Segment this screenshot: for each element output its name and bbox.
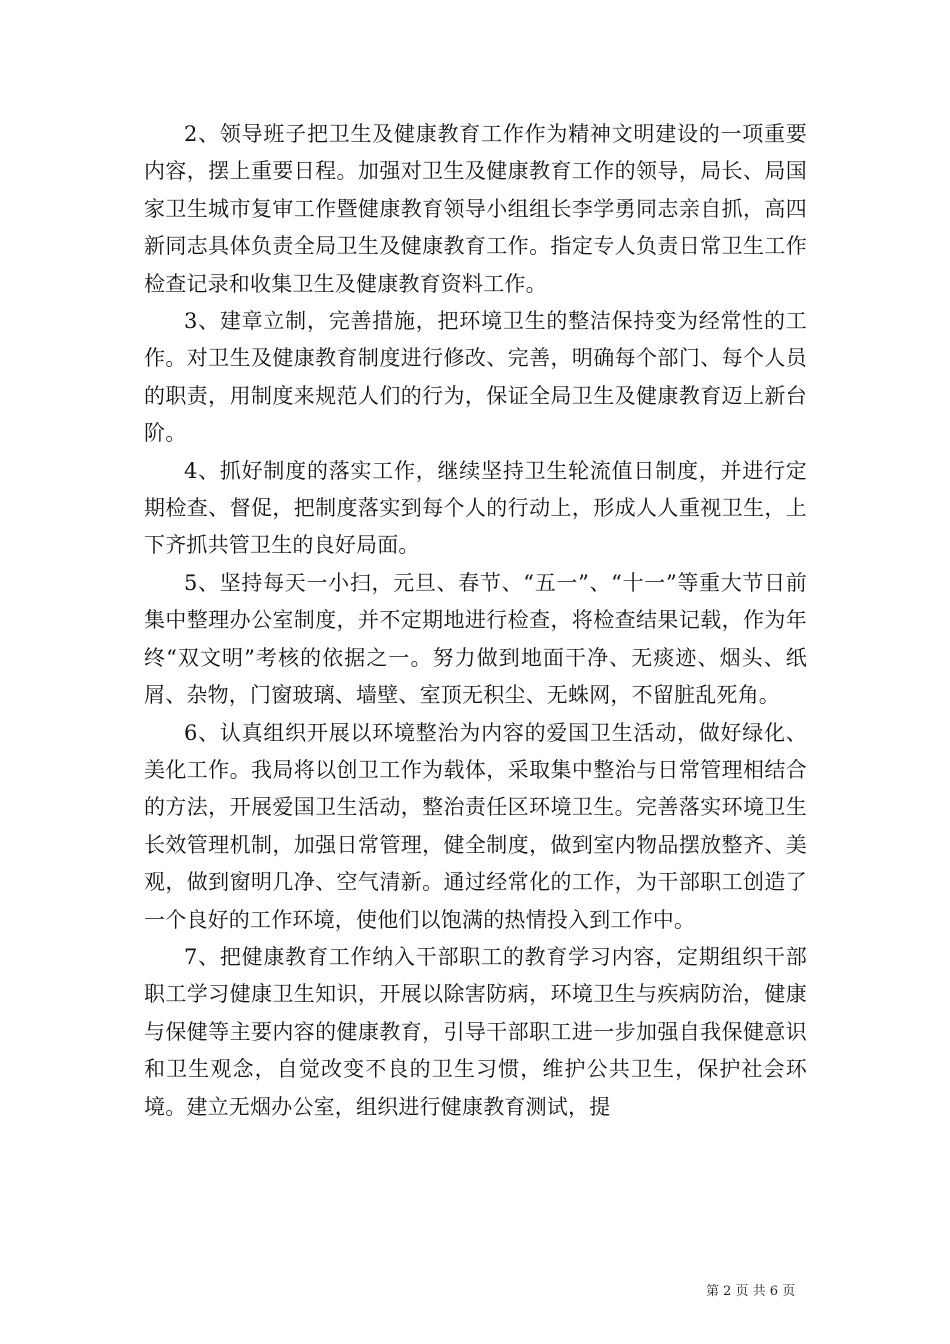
paragraph-6: 6、认真组织开展以环境整治为内容的爱国卫生活动，做好绿化、美化工作。我局将以创卫工作为载体，采取集中整治与日常管理相结合的方法，开展爱国卫生活动，整治责任区环境卫生。完善落实环境卫生长效管理机制，加强日常管理，健全制度，做到室内物品摆放整齐、美观，做到窗明几净、空气清新。通过经常化的工作，为干部职工创造了一个良好的工作环境，使他们以饱满的热情投入到工作中。: [144, 720, 807, 932]
document-body: [144, 116, 807, 1126]
paragraph-3: 3、建章立制，完善措施，把环境卫生的整洁保持变为经常性的工作。对卫生及健康教育制度进行修改、完善，明确每个部门、每个人员的职责，用制度来规范人们的行为，保证全局卫生及健康教育迈上新台阶。: [144, 309, 807, 446]
paragraph-4: 4、抓好制度的落实工作，继续坚持卫生轮流值日制度，并进行定期检查、督促，把制度落实到每个人的行动上，形成人人重视卫生，上下齐抓共管卫生的良好局面。: [144, 458, 807, 558]
paragraph-2: 2、领导班子把卫生及健康教育工作作为精神文明建设的一项重要内容，摆上重要日程。加强对卫生及健康教育工作的领导，局长、局国家卫生城市复审工作暨健康教育领导小组组长李学勇同志亲自抓，高四新同志具体负责全局卫生及健康教育工作。指定专人负责日常卫生工作检查记录和收集卫生及健康教育资料工作。: [144, 122, 807, 296]
paragraph-5: 5、坚持每天一小扫，元旦、春节、“五一”、“十一”等重大节日前集中整理办公室制度，并不定期地进行检查，将检查结果记载，作为年终“双文明”考核的依据之一。努力做到地面干净、无痰迹、烟头、纸屑、杂物，门窗玻璃、墙壁、室顶无积尘、无蛛网，不留脏乱死角。: [144, 570, 807, 708]
page-number-footer: 第 2 页 共 6 页: [706, 1284, 796, 1299]
paragraph-7: 7、把健康教育工作纳入干部职工的教育学习内容，定期组织干部职工学习健康卫生知识，开展以除害防病，环境卫生与疾病防治，健康与保健等主要内容的健康教育，引导干部职工进一步加强自我保健意识和卫生观念，自觉改变不良的卫生习惯，维护公共卫生，保护社会环境。建立无烟办公室，组织进行健康教育测试，提: [144, 944, 807, 1119]
